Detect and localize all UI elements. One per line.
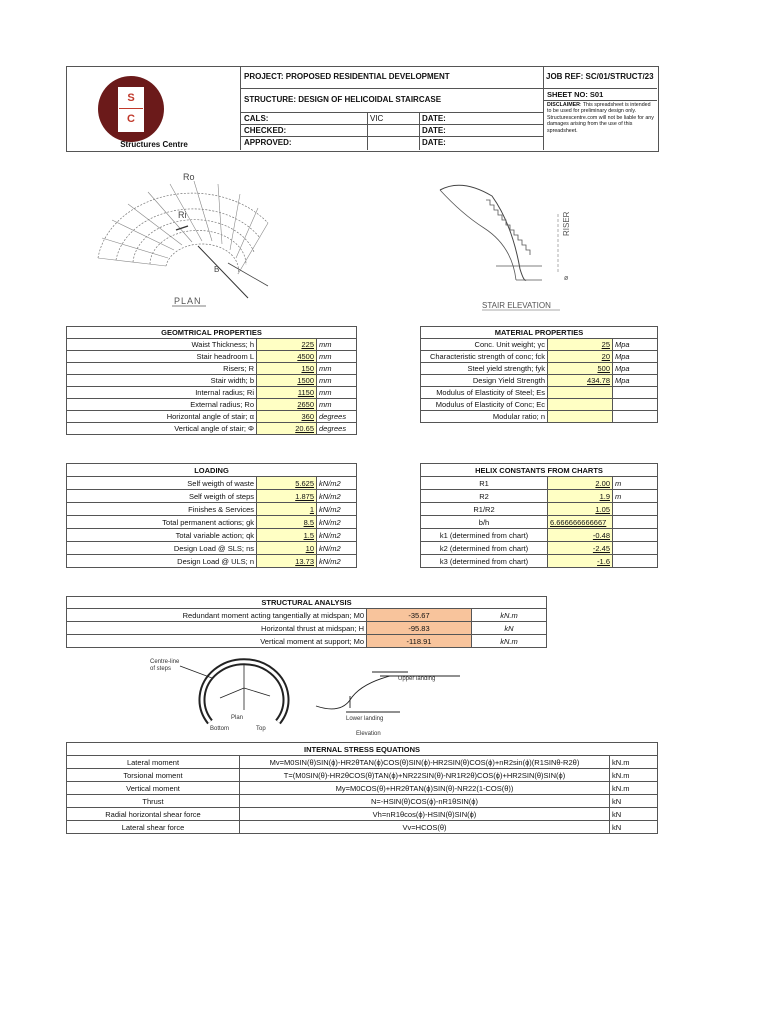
structure-title: STRUCTURE: DESIGN OF HELICOIDAL STAIRCASE (244, 95, 442, 104)
checked-label: CHECKED: (244, 126, 287, 135)
plan-label: PLAN (174, 296, 202, 306)
table-row: k2 (determined from chart) -2.45 (421, 542, 658, 555)
table-row: Waist Thickness; h 225 mm (67, 339, 357, 351)
helix-constants-table (420, 463, 658, 568)
table-row: Radial horizontal shear force Vh=nR1θcos(ϕ)-HSIN(θ)SIN(ϕ) kN (67, 808, 658, 821)
table-row: Torsional moment T=(M0SIN(θ)-HR2θCOS(θ)TAN(ϕ)+NR22SIN(θ)-NR1R2θ)COS(ϕ)+HR2SIN(θ)SIN(ϕ) kN.m (67, 769, 658, 782)
table-row: Redundant moment acting tangentially at midspan; M0 -35.67 kN.m (67, 609, 547, 622)
material-title: MATERIAL PROPERTIES (421, 327, 658, 339)
date-label-3: DATE: (422, 138, 446, 147)
logo-letter-c: C (119, 108, 143, 129)
bottom-label: Bottom (210, 726, 230, 732)
disclaimer: DISCLAIMER: This spreadsheet is intended to be used for preliminary design only. Structurescentre.com will not be liable for any damages arising from the use of this spreadsheet. (547, 102, 654, 134)
analysis-title: STRUCTURAL ANALYSIS (67, 597, 547, 609)
table-row: R1 2.00 m (421, 477, 658, 490)
table-row: k1 (determined from chart) -0.48 (421, 529, 658, 542)
geometrical-properties-table (66, 326, 357, 435)
elevation-label-2: Elevation (356, 731, 381, 737)
logo-caption: Structures Centre (120, 140, 188, 149)
table-row: Lateral moment Mv=M0SIN(θ)SIN(ϕ)-HR2θTAN(ϕ)COS(θ)SIN(ϕ)-HR2SIN(θ)COS(ϕ)+nR2sin(ϕ)(R1SINθ-R2θ) kN.m (67, 756, 658, 769)
structural-analysis-table (66, 596, 547, 648)
table-row: Design Load @ ULS; n 13.73 kN/m2 (67, 555, 357, 568)
lower-landing-label: Lower landing (346, 716, 384, 722)
table-row: Self weigth of steps 1.875 kN/m2 (67, 490, 357, 503)
loading-table (66, 463, 357, 568)
table-row: Vertical moment at support; Mo -118.91 kN.m (67, 635, 547, 648)
stress-equations-table (66, 742, 658, 834)
stair-plan-figure (88, 168, 288, 308)
b-label: B (214, 265, 220, 274)
table-row: Modulus of Elasticity of Conc; Ec (421, 399, 658, 411)
geometrical-title: GEOMTRICAL PROPERTIES (67, 327, 357, 339)
table-row: Lateral shear force Vv=HCOS(θ) kN (67, 821, 658, 834)
stress-title: INTERNAL STRESS EQUATIONS (67, 743, 658, 756)
table-row: Conc. Unit weight; γc 25 Mpa (421, 339, 658, 351)
table-row: R2 1.9 m (421, 490, 658, 503)
table-row: b/h 6.666666666667 (421, 516, 658, 529)
table-row: Design Yield Strength 434.78 Mpa (421, 375, 658, 387)
plan-label-2: Plan (231, 715, 244, 721)
helix-title: HELIX CONSTANTS FROM CHARTS (421, 464, 658, 477)
phi-label: ø (564, 275, 569, 282)
centre-line-label: Centre-line (150, 659, 180, 665)
table-row: Modular ratio; n (421, 411, 658, 423)
table-row: Horizontal thrust at midspan; H -95.83 kN (67, 622, 547, 635)
table-row: Thrust N=-HSIN(θ)COS(ϕ)-nR1θSIN(ϕ) kN (67, 795, 658, 808)
table-row: Self weigth of waste 5.625 kN/m2 (67, 477, 357, 490)
table-row: Steel yield strength; fyk 500 Mpa (421, 363, 658, 375)
top-label: Top (256, 726, 266, 732)
helix-force-diagram (150, 656, 470, 738)
table-row: Risers; R 150 mm (67, 363, 357, 375)
ri-label: Ri (178, 210, 187, 220)
logo (98, 76, 164, 142)
table-row: Vertical angle of stair; Φ 20.65 degrees (67, 423, 357, 435)
sheet-no: SHEET NO: S01 (547, 90, 604, 99)
table-row: Stair headroom L 4500 mm (67, 351, 357, 363)
table-row: R1/R2 1.05 (421, 503, 658, 516)
loading-title: LOADING (67, 464, 357, 477)
logo-letter-s: S (127, 92, 135, 104)
table-row: k3 (determined from chart) -1.6 (421, 555, 658, 568)
table-row: Stair width; b 1500 mm (67, 375, 357, 387)
table-row: Horizontal angle of stair; α 360 degrees (67, 411, 357, 423)
date-label-2: DATE: (422, 126, 446, 135)
material-properties-table (420, 326, 658, 423)
upper-landing-label: Upper landing (398, 676, 436, 682)
table-row: Total variable action; qk 1.5 kN/m2 (67, 529, 357, 542)
cals-label: CALS: (244, 114, 269, 123)
table-row: Finishes & Services 1 kN/m2 (67, 503, 357, 516)
table-row: Total permanent actions; gk 8.5 kN/m2 (67, 516, 357, 529)
approved-label: APPROVED: (244, 138, 292, 147)
job-ref: JOB REF: SC/01/STRUCT/23 (546, 72, 654, 81)
table-row: Modulus of Elasticity of Steel; Es (421, 387, 658, 399)
project-title: PROJECT: PROPOSED RESIDENTIAL DEVELOPMENT (244, 72, 450, 81)
cals-value: VIC (370, 114, 384, 123)
table-row: External radius; Ro 2650 mm (67, 399, 357, 411)
ro-label: Ro (183, 172, 195, 182)
riser-label: RISER (562, 211, 571, 236)
table-row: Internal radius; Ri 1150 mm (67, 387, 357, 399)
of-steps-label: of steps (150, 666, 172, 672)
table-row: Characteristic strength of conc; fck 20 Mpa (421, 351, 658, 363)
table-row: Design Load @ SLS; ns 10 kN/m2 (67, 542, 357, 555)
elevation-label: STAIR ELEVATION (482, 301, 551, 310)
stair-elevation-figure (432, 174, 582, 314)
table-row: Vertical moment My=M0COS(θ)+HR2θTAN(ϕ)SIN(θ)-NR22(1-COS(θ)) kN.m (67, 782, 658, 795)
date-label-1: DATE: (422, 114, 446, 123)
